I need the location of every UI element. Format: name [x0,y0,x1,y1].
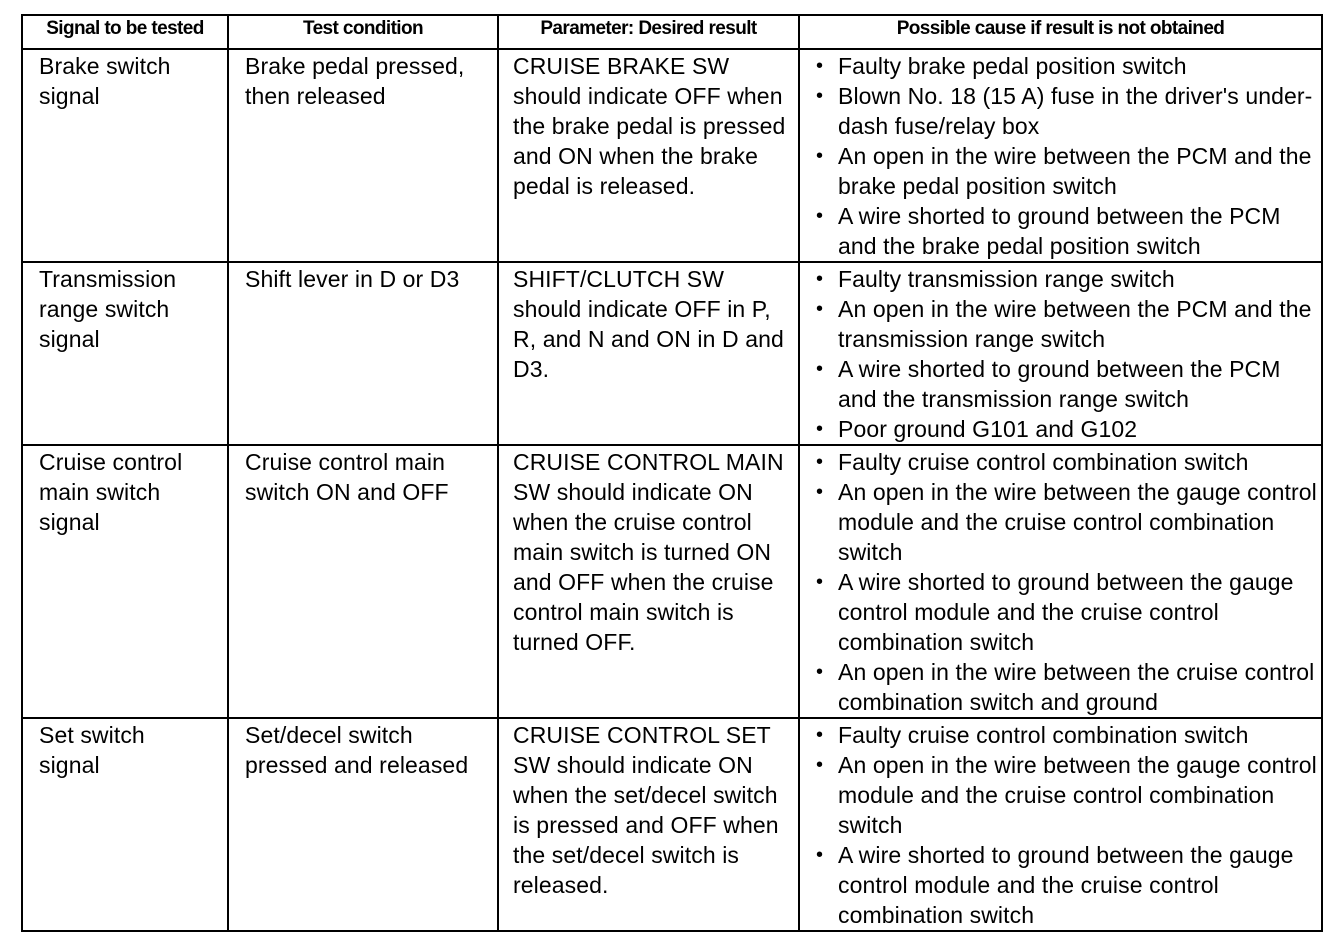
cause-cell [799,262,1322,445]
cause-item: • Faulty brake pedal position switch [814,51,1319,81]
cause-item: • A wire shorted to ground between the gauge control module and the cruise control combination switch [814,567,1319,657]
result-cell [498,262,799,445]
cause-list [814,51,1319,261]
signal-text: Cruise control main switch signal [39,449,183,535]
header-desired-result: Parameter: Desired result [498,15,799,49]
cause-item: • An open in the wire between the PCM and the brake pedal position switch [814,141,1319,201]
condition-cell [228,49,498,262]
cause-item: • A wire shorted to ground between the PCM and the brake pedal position switch [814,201,1319,261]
table-row [22,262,1322,445]
cause-cell [799,445,1322,718]
header-possible-cause: Possible cause if result is not obtained [799,15,1322,49]
condition-cell [228,262,498,445]
header-signal: Signal to be tested [22,15,228,49]
signal-cell [22,262,228,445]
cause-item: • Poor ground G101 and G102 [814,414,1319,444]
cause-list [814,447,1319,717]
signal-cell [22,718,228,931]
cause-item: • A wire shorted to ground between the PCM and the transmission range switch [814,354,1319,414]
signal-cell [22,445,228,718]
result-cell [498,445,799,718]
signal-cell [22,49,228,262]
result-text: CRUISE CONTROL SET SW should indicate ON when the set/decel switch is pressed and OFF when the set/decel switch is released. [513,722,779,898]
cause-item: • A wire shorted to ground between the gauge control module and the cruise control combination switch [814,840,1319,930]
table-row [22,718,1322,931]
cause-item: • An open in the wire between the gauge control module and the cruise control combination switch [814,477,1319,567]
signal-text: Transmission range switch signal [39,266,177,352]
result-cell [498,718,799,931]
cause-item: • Faulty cruise control combination switch [814,447,1319,477]
header-test-condition: Test condition [228,15,498,49]
result-text: CRUISE BRAKE SW should indicate OFF when the brake pedal is pressed and ON when the brake pedal is released. [513,53,786,199]
cause-item: • Faulty transmission range switch [814,264,1319,294]
signal-text: Set switch signal [39,722,145,778]
cause-item: • Faulty cruise control combination switch [814,720,1319,750]
signal-text: Brake switch signal [39,53,171,109]
cause-item: • An open in the wire between the PCM and the transmission range switch [814,294,1319,354]
condition-text: Set/decel switch pressed and released [245,722,469,778]
cause-list [814,720,1319,930]
table-row [22,49,1322,262]
cause-cell [799,49,1322,262]
cause-item: • An open in the wire between the cruise control combination switch and ground [814,657,1319,717]
cause-cell [799,718,1322,931]
cause-list [814,264,1319,444]
condition-text: Shift lever in D or D3 [245,266,460,292]
result-text: SHIFT/CLUTCH SW should indicate OFF in P, R, and N and ON in D and D3. [513,266,784,382]
condition-cell [228,445,498,718]
cause-item: • An open in the wire between the gauge control module and the cruise control combination switch [814,750,1319,840]
cause-item: • Blown No. 18 (15 A) fuse in the driver's under-dash fuse/relay box [814,81,1319,141]
table-row [22,445,1322,718]
troubleshooting-table [21,14,1323,932]
condition-text: Cruise control main switch ON and OFF [245,449,449,505]
result-cell [498,49,799,262]
result-text: CRUISE CONTROL MAIN SW should indicate ON when the cruise control main switch is turned ON and OFF when the cruise control main switch is turned OFF. [513,449,784,655]
condition-cell [228,718,498,931]
table-header-row [22,15,1322,49]
condition-text: Brake pedal pressed, then released [245,53,465,109]
